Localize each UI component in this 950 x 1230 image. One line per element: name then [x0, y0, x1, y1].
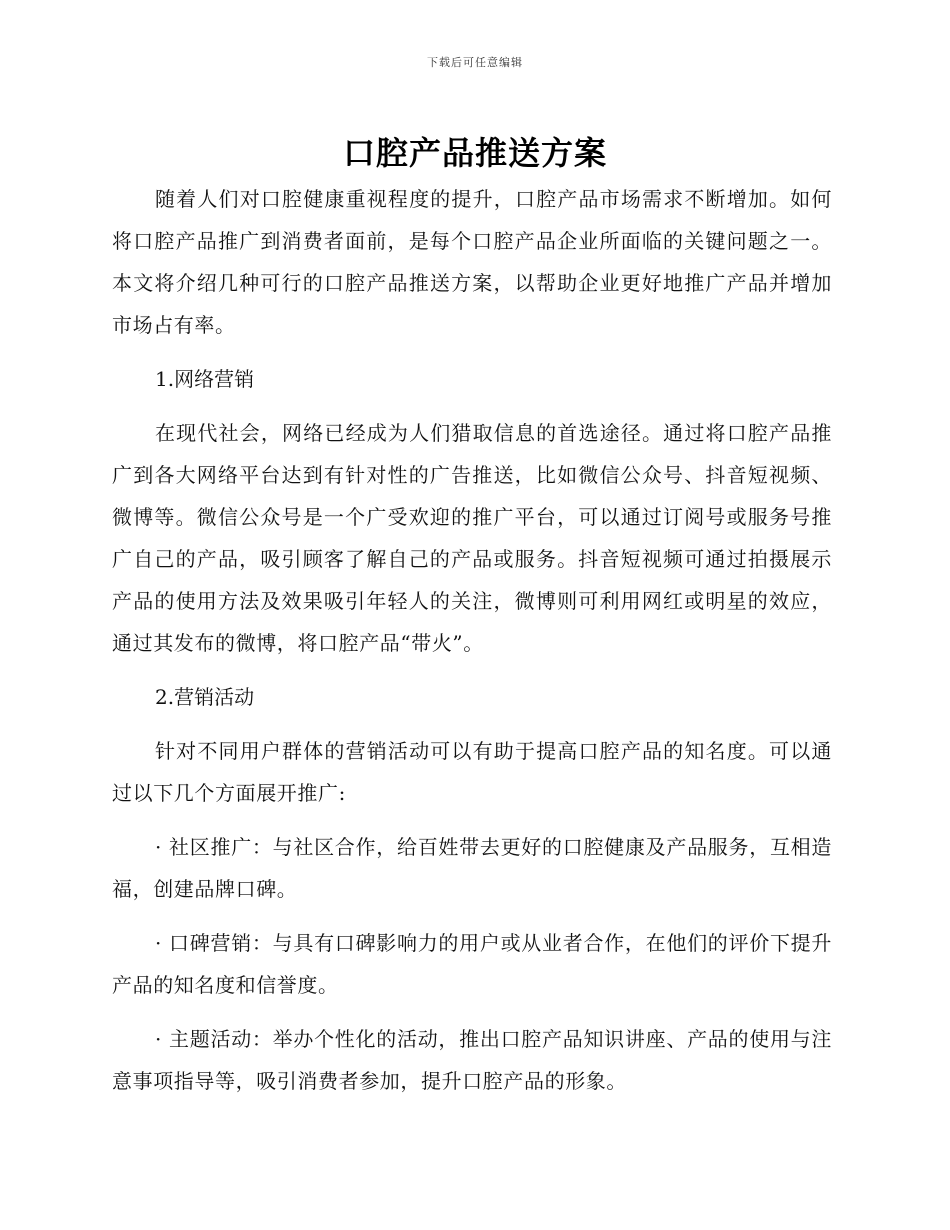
section-2-paragraph: 针对不同用户群体的营销活动可以有助于提高口腔产品的知名度。可以通过以下几个方面展开推广:	[112, 739, 832, 805]
bullet-item-word-of-mouth: · 口碑营销：与具有口碑影响力的用户或从业者合作，在他们的评价下提升产品的知名度和信誉度。	[112, 931, 832, 997]
section-1-paragraph: 在现代社会，网络已经成为人们猎取信息的首选途径。通过将口腔产品推广到各大网络平台达到有针对性的广告推送，比如微信公众号、抖音短视频、微博等。微信公众号是一个广受欢迎的推广平台，可以通过订阅号或服务号推广自己的产品，吸引顾客了解自己的产品或服务。抖音短视频可通过拍摄展示产品的使用方法及效果吸引年轻人的关注，微博则可利用网红或明星的效应，通过其发布的微博，将口腔产品“带火”。	[112, 421, 832, 655]
intro-paragraph: 随着人们对口腔健康重视程度的提升，口腔产品市场需求不断增加。如何将口腔产品推广到消费者面前，是每个口腔产品企业所面临的关键问题之一。本文将介绍几种可行的口腔产品推送方案，以帮助企业更好地推广产品并增加市场占有率。	[112, 187, 832, 337]
header-note: 下载后可任意编辑	[427, 56, 523, 69]
bullet-item-theme-events: · 主题活动：举办个性化的活动，推出口腔产品知识讲座、产品的使用与注意事项指导等，吸引消费者参加，提升口腔产品的形象。	[112, 1027, 832, 1093]
bullet-item-community: · 社区推广：与社区合作，给百姓带去更好的口腔健康及产品服务，互相造福，创建品牌口碑。	[112, 835, 832, 901]
section-1-heading: 1.网络营销	[155, 367, 255, 391]
section-2-heading: 2.营销活动	[155, 685, 255, 709]
document-body	[112, 178, 832, 1102]
document-title: 口腔产品推送方案	[342, 134, 607, 172]
